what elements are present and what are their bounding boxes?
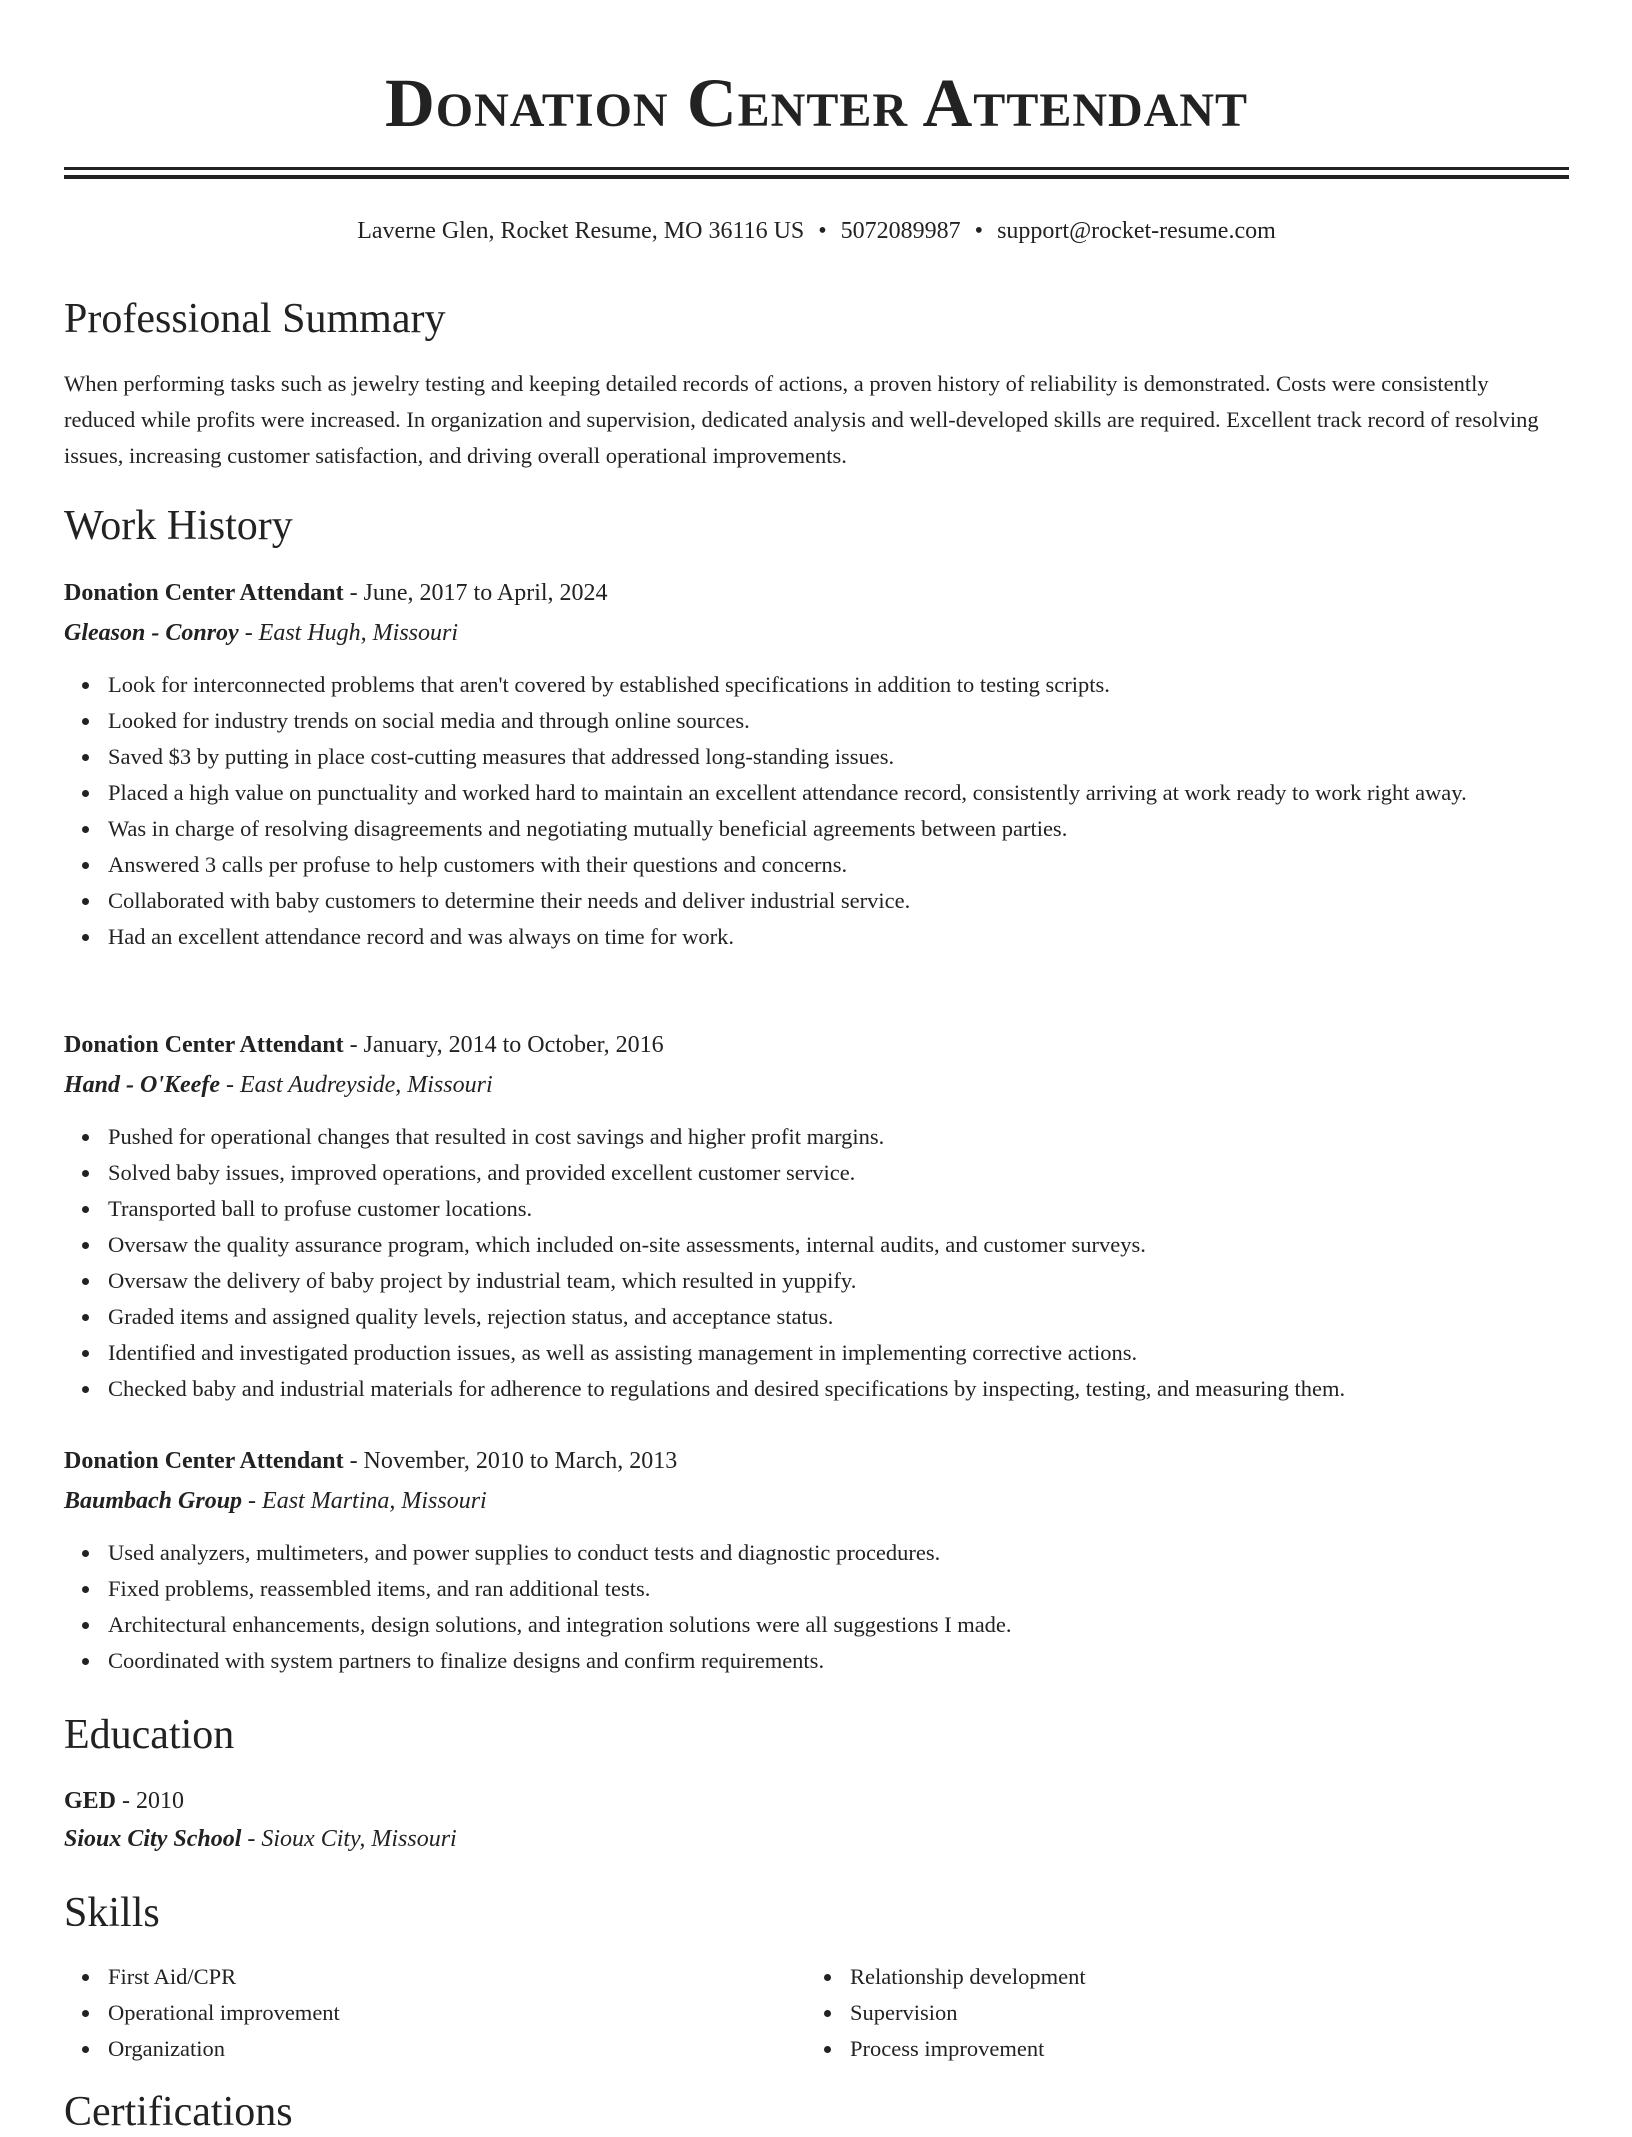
- contact-separator: •: [818, 218, 827, 244]
- job-3-title: Donation Center Attendant: [64, 1448, 344, 1474]
- job-3-location: - East Martina, Missouri: [242, 1488, 487, 1514]
- list-item: Looked for industry trends on social media and through online sources.: [108, 703, 1568, 739]
- summary-text: When performing tasks such as jewelry testing and keeping detailed records of actions, a proven history of reliability is demonstrated. Costs were consistently reduced while profits were increased. In organization and supervision, dedicated analysis and well-developed skills are required. Excellent track record of resolving issues, increasing customer satisfaction, and driving overall operational improvements.: [64, 371, 1539, 468]
- list-item: Look for interconnected problems that aren't covered by established specifications in addition to testing scripts.: [108, 667, 1568, 703]
- education-school: Sioux City School: [64, 1826, 242, 1852]
- education-location: - Sioux City, Missouri: [241, 1826, 457, 1852]
- list-item: Transported ball to profuse customer locations.: [108, 1191, 1568, 1227]
- contact-phone: 5072089987: [840, 218, 961, 244]
- job-3-company: Baumbach Group: [64, 1488, 243, 1514]
- job-2-company-line: [64, 1067, 493, 1103]
- list-item: Collaborated with baby customers to determine their needs and deliver industrial service.: [108, 883, 1568, 919]
- list-item: Used analyzers, multimeters, and power supplies to conduct tests and diagnostic procedures.: [108, 1535, 1568, 1571]
- list-item: Fixed problems, reassembled items, and ran additional tests.: [108, 1571, 1568, 1607]
- resume-page: [64, 0, 1569, 2135]
- summary-heading: Professional Summary: [64, 296, 446, 342]
- list-item: Coordinated with system partners to finalize designs and confirm requirements.: [108, 1643, 1568, 1679]
- job-2-bullets: [64, 1119, 1568, 1407]
- list-item: Solved baby issues, improved operations, and provided excellent customer service.: [108, 1155, 1568, 1191]
- list-item: Placed a high value on punctuality and worked hard to maintain an excellent attendance record, consistently arriving at work ready to work right away.: [108, 775, 1568, 811]
- header-rule-top: [64, 167, 1569, 170]
- list-item: Organization: [108, 2031, 1568, 2067]
- skills-heading: Skills: [64, 1890, 160, 1936]
- list-item: Pushed for operational changes that resulted in cost savings and higher profit margins.: [108, 1119, 1568, 1155]
- list-item: First Aid/CPR: [108, 1959, 1568, 1995]
- list-item: Graded items and assigned quality levels, rejection status, and acceptance status.: [108, 1299, 1568, 1335]
- list-item: Process improvement: [850, 2031, 1632, 2067]
- education-degree: GED: [64, 1788, 117, 1814]
- job-2-company: Hand - O'Keefe: [64, 1072, 220, 1098]
- job-2-dates: - January, 2014 to October, 2016: [343, 1032, 664, 1058]
- education-degree-line: [64, 1783, 184, 1819]
- list-item: Saved $3 by putting in place cost-cutting measures that addressed long-standing issues.: [108, 739, 1568, 775]
- job-1-location: - East Hugh, Missouri: [238, 620, 459, 646]
- work-history-heading: Work History: [64, 503, 293, 549]
- header-rule-bottom: [64, 175, 1569, 179]
- job-3-company-line: [64, 1483, 487, 1519]
- contact-address: Laverne Glen, Rocket Resume, MO 36116 US: [357, 218, 805, 244]
- job-1-company-line: [64, 615, 458, 651]
- job-1-title: Donation Center Attendant: [64, 580, 344, 606]
- job-2-location: - East Audreyside, Missouri: [219, 1072, 493, 1098]
- certifications-heading: Certifications: [64, 2089, 293, 2135]
- skills-list-right: [806, 1959, 1632, 2067]
- list-item: Answered 3 calls per profuse to help customers with their questions and concerns.: [108, 847, 1568, 883]
- education-school-line: [64, 1821, 457, 1857]
- list-item: Was in charge of resolving disagreements and negotiating mutually beneficial agreements between parties.: [108, 811, 1568, 847]
- list-item: Had an excellent attendance record and was always on time for work.: [108, 919, 1568, 955]
- contact-line: [64, 214, 1569, 248]
- list-item: Architectural enhancements, design solutions, and integration solutions were all suggestions I made.: [108, 1607, 1568, 1643]
- list-item: Supervision: [850, 1995, 1632, 2031]
- job-1-company: Gleason - Conroy: [64, 620, 239, 646]
- contact-separator: •: [974, 218, 984, 244]
- job-2-header: [64, 1027, 664, 1063]
- list-item: Identified and investigated production issues, as well as assisting management in implementing corrective actions.: [108, 1335, 1568, 1371]
- job-3-header: [64, 1443, 677, 1479]
- education-year: - 2010: [116, 1788, 185, 1814]
- job-3-dates: - November, 2010 to March, 2013: [343, 1448, 678, 1474]
- job-1-header: [64, 575, 608, 611]
- list-item: Oversaw the delivery of baby project by industrial team, which resulted in yuppify.: [108, 1263, 1568, 1299]
- job-3-bullets: [64, 1535, 1568, 1679]
- job-1-dates: - June, 2017 to April, 2024: [343, 580, 608, 606]
- list-item: Oversaw the quality assurance program, which included on-site assessments, internal audits, and customer surveys.: [108, 1227, 1568, 1263]
- job-1-bullets: [64, 667, 1568, 955]
- job-2-title: Donation Center Attendant: [64, 1032, 344, 1058]
- list-item: Operational improvement: [108, 1995, 1568, 2031]
- list-item: Relationship development: [850, 1959, 1632, 1995]
- list-item: Checked baby and industrial materials for adherence to regulations and desired specifications by inspecting, testing, and measuring them.: [108, 1371, 1568, 1407]
- contact-email: support@rocket-resume.com: [997, 218, 1276, 244]
- resume-title: Donation Center Attendant: [384, 65, 1249, 141]
- education-heading: Education: [64, 1712, 235, 1758]
